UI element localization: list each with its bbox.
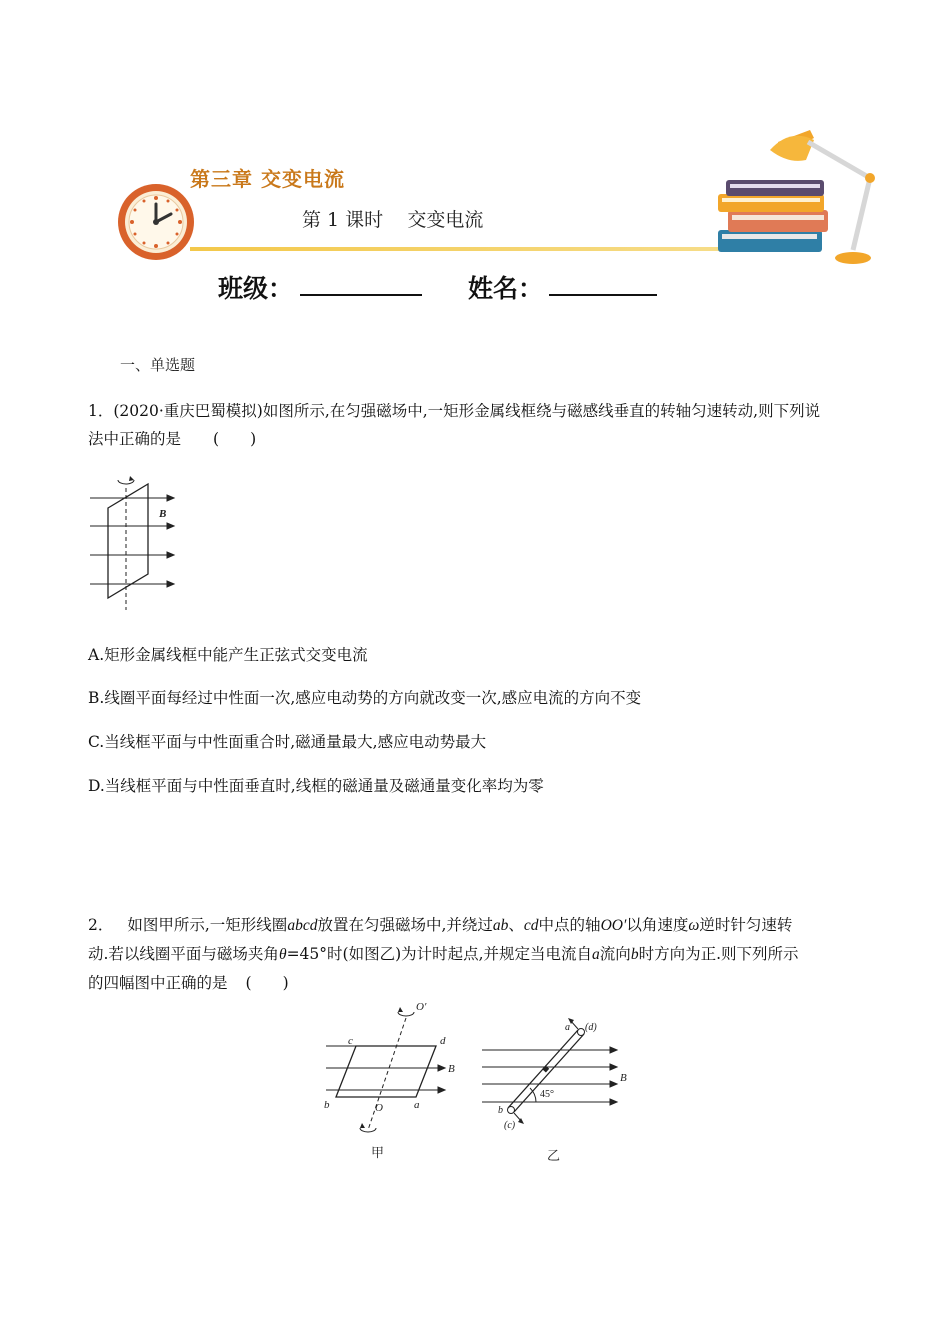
q2-text: 时方向为正.则下列所示 — [638, 945, 799, 963]
caption-jia: 甲 — [371, 1146, 385, 1161]
option-a[interactable]: A.矩形金属线框中能产生正弦式交变电流 — [88, 646, 368, 664]
var-axis: OO′ — [600, 917, 627, 934]
class-label: 班级： — [218, 274, 294, 303]
option-b[interactable]: B.线圈平面每经过中性面一次,感应电动势的方向就改变一次,感应电流的方向不变 — [88, 689, 642, 707]
q2-text: 以角速度 — [626, 916, 689, 934]
label-O-prime: O′ — [416, 1001, 427, 1013]
class-blank[interactable] — [300, 294, 422, 296]
answer-paren: ( ) — [213, 430, 257, 448]
name-blank[interactable] — [549, 294, 657, 296]
label-a: a — [565, 1022, 570, 1033]
label-B: B — [620, 1072, 627, 1084]
q1-figure — [86, 470, 186, 610]
section-heading: 一、单选题 — [120, 356, 196, 374]
label-d: (d) — [585, 1022, 597, 1033]
q2-text: 放置在匀强磁场中,并绕过 — [317, 916, 493, 934]
header-banner-line — [190, 247, 740, 251]
question-2-line1 — [88, 911, 878, 940]
clock-icon — [114, 180, 198, 264]
label-c: c — [348, 1035, 353, 1047]
question-1-stem-end: 法中正确的是 — [88, 430, 182, 448]
option-c[interactable]: C.当线框平面与中性面重合时,磁通量最大,感应电动势最大 — [88, 733, 487, 751]
lesson-title: 第 1 课时 交变电流 — [302, 209, 484, 231]
q2-text: 、 — [508, 916, 524, 934]
books-lamp-icon — [710, 120, 885, 270]
question-1 — [88, 397, 878, 453]
label-b: b — [324, 1099, 330, 1111]
q2-text: 如图甲所示,一矩形线圈 — [127, 916, 288, 934]
label-a: a — [414, 1099, 420, 1111]
label-angle: 45° — [540, 1089, 554, 1100]
name-label: 姓名： — [468, 274, 544, 303]
var-theta: θ — [278, 946, 287, 963]
chapter-title: 第三章 交变电流 — [190, 167, 345, 191]
var-cd: cd — [523, 917, 539, 934]
question-2-line3 — [88, 969, 878, 997]
label-d: d — [440, 1035, 446, 1047]
q2-figure-jia — [318, 1000, 463, 1140]
var-ab: ab — [492, 917, 509, 934]
q2-text: 逆时针匀速转 — [699, 916, 793, 934]
label-b: b — [498, 1105, 503, 1116]
var-omega: ω — [688, 917, 700, 934]
label-c: (c) — [504, 1120, 516, 1131]
answer-paren: ( ) — [245, 974, 289, 992]
var-abcd: abcd — [287, 917, 318, 934]
caption-yi: 乙 — [547, 1149, 561, 1164]
var-b: b — [630, 946, 639, 963]
option-d[interactable]: D.当线框平面与中性面垂直时,线框的磁通量及磁通量变化率均为零 — [88, 777, 544, 795]
q2-figure-yi — [480, 1016, 635, 1141]
q2-text: 动.若以线圈平面与磁场夹角 — [88, 945, 279, 963]
label-O: O — [375, 1102, 383, 1114]
question-number: 2． — [88, 916, 114, 934]
question-1-line1: 1．(2020·重庆巴蜀模拟)如图所示,在匀强磁场中,一矩形金属线框绕与磁感线垂直的转轴匀速转动,则下列说 — [88, 402, 821, 420]
question-2 — [88, 911, 878, 997]
question-2-line2 — [88, 940, 878, 969]
question-1-line2 — [88, 425, 878, 453]
var-a: a — [592, 946, 600, 963]
q2-text: 中点的轴 — [538, 916, 601, 934]
q2-text: 的四幅图中正确的是 — [88, 974, 228, 992]
q2-text: 流向 — [599, 945, 631, 963]
figure-label-B: B — [159, 508, 167, 520]
label-B: B — [448, 1063, 455, 1075]
q2-text: =45°时(如图乙)为计时起点,并规定当电流自 — [286, 945, 593, 963]
